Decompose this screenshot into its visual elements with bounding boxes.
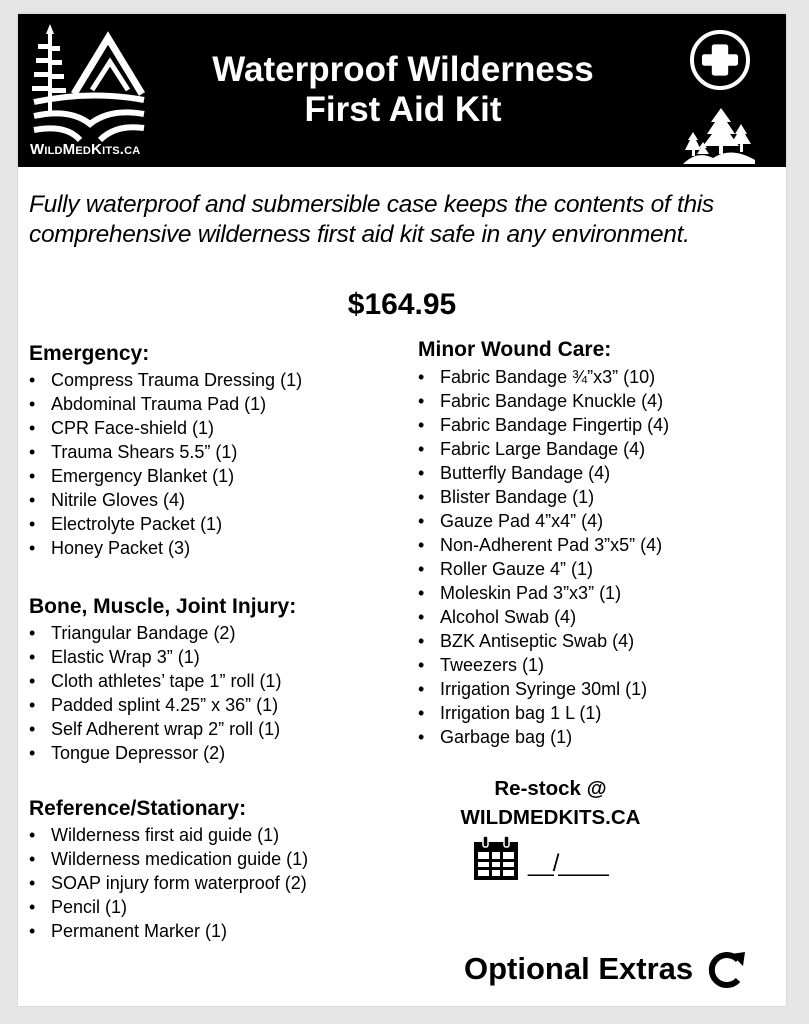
list-item: • Irrigation Syringe 30ml (1) (418, 677, 669, 701)
list-item: • Self Adherent wrap 2” roll (1) (29, 717, 281, 741)
title-line-2: First Aid Kit (304, 90, 502, 129)
list-item: • Emergency Blanket (1) (29, 464, 302, 488)
bone-muscle-joint-list (29, 621, 281, 765)
list-item: • Fabric Bandage ¾”x3” (10) (418, 365, 669, 389)
restock-label: Re-stock @ (494, 777, 607, 800)
page-title (168, 50, 638, 130)
pine-trees-icon (683, 108, 755, 164)
list-item: • Irrigation bag 1 L (1) (418, 701, 669, 725)
title-line-1: Waterproof Wilderness (212, 50, 594, 89)
list-item: • Padded splint 4.25” x 36” (1) (29, 693, 281, 717)
section-title-emergency: Emergency: (29, 342, 150, 365)
list-item: • Cloth athletes’ tape 1” roll (1) (29, 669, 281, 693)
list-item: • Elastic Wrap 3” (1) (29, 645, 281, 669)
section-title-bone-muscle-joint: Bone, Muscle, Joint Injury: (29, 595, 297, 618)
price: $164.95 (347, 288, 457, 321)
emergency-list (29, 368, 302, 560)
list-item: • CPR Face-shield (1) (29, 416, 302, 440)
list-item: • Alcohol Swab (4) (418, 605, 669, 629)
list-item: • Honey Packet (3) (29, 536, 302, 560)
list-item: • Tweezers (1) (418, 653, 669, 677)
product-description: Fully waterproof and submersible case keeps the contents of this comprehensive wilderness first aid kit safe in any environment. (29, 191, 714, 248)
section-title-reference: Reference/Stationary: (29, 797, 247, 820)
list-item: • Butterfly Bandage (4) (418, 461, 669, 485)
restock-date-field[interactable]: __/____ (528, 850, 608, 877)
tree-mountain-logo-icon (30, 24, 150, 142)
brand-name: WildMedKits.ca (30, 141, 141, 158)
optional-extras-link[interactable] (464, 948, 747, 990)
list-item: • Fabric Bandage Knuckle (4) (418, 389, 669, 413)
list-item: • SOAP injury form waterproof (2) (29, 871, 308, 895)
list-item: • Pencil (1) (29, 895, 308, 919)
medical-cross-icon (688, 28, 752, 92)
list-item: • Permanent Marker (1) (29, 919, 308, 943)
list-item: • Non-Adherent Pad 3”x5” (4) (418, 533, 669, 557)
list-item: • Tongue Depressor (2) (29, 741, 281, 765)
header-banner (18, 14, 786, 167)
kit-card (18, 14, 786, 1006)
brand-logo (30, 24, 148, 162)
list-item: • Gauze Pad 4”x4” (4) (418, 509, 669, 533)
list-item: • BZK Antiseptic Swab (4) (418, 629, 669, 653)
list-item: • Trauma Shears 5.5” (1) (29, 440, 302, 464)
minor-wound-care-list (418, 365, 669, 749)
list-item: • Triangular Bandage (2) (29, 621, 281, 645)
list-item: • Wilderness medication guide (1) (29, 847, 308, 871)
list-item: • Abdominal Trauma Pad (1) (29, 392, 302, 416)
restock-website-link[interactable]: WILDMEDKITS.CA (460, 806, 641, 829)
list-item: • Roller Gauze 4” (1) (418, 557, 669, 581)
list-item: • Wilderness first aid guide (1) (29, 823, 308, 847)
reference-list (29, 823, 308, 943)
optional-extras-label: Optional Extras (464, 951, 694, 986)
calendar-icon (472, 836, 520, 882)
restock-notice (418, 774, 683, 832)
list-item: • Garbage bag (1) (418, 725, 669, 749)
list-item: • Compress Trauma Dressing (1) (29, 368, 302, 392)
section-title-minor-wound-care: Minor Wound Care: (418, 338, 612, 361)
list-item: • Blister Bandage (1) (418, 485, 669, 509)
list-item: • Fabric Bandage Fingertip (4) (418, 413, 669, 437)
list-item: • Electrolyte Packet (1) (29, 512, 302, 536)
list-item: • Nitrile Gloves (4) (29, 488, 302, 512)
turn-page-arrow-icon[interactable] (707, 948, 747, 990)
list-item: • Moleskin Pad 3”x3” (1) (418, 581, 669, 605)
list-item: • Fabric Large Bandage (4) (418, 437, 669, 461)
